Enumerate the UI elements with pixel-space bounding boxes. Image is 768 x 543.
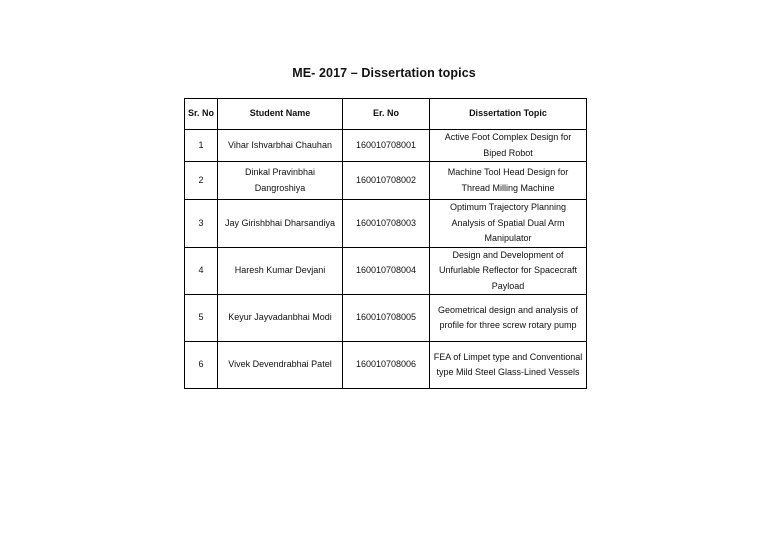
cell-sr-no: 4	[185, 247, 218, 295]
header-dissertation-topic: Dissertation Topic	[430, 99, 587, 130]
cell-sr-no: 3	[185, 200, 218, 248]
cell-dissertation-topic: Machine Tool Head Design for Thread Milling Machine	[430, 162, 587, 200]
cell-student-name: Keyur Jayvadanbhai Modi	[218, 295, 343, 342]
cell-student-name: Vihar Ishvarbhai Chauhan	[218, 130, 343, 162]
cell-dissertation-topic: Design and Development of Unfurlable Reflector for Spacecraft Payload	[430, 247, 587, 295]
cell-dissertation-topic: Geometrical design and analysis of profile for three screw rotary pump	[430, 295, 587, 342]
table-row	[185, 130, 587, 162]
cell-er-no: 160010708003	[343, 200, 430, 248]
cell-dissertation-topic: FEA of Limpet type and Conventional type Mild Steel Glass-Lined Vessels	[430, 342, 587, 389]
header-er-no: Er. No	[343, 99, 430, 130]
cell-dissertation-topic: Optimum Trajectory Planning Analysis of Spatial Dual Arm Manipulator	[430, 200, 587, 248]
cell-sr-no: 2	[185, 162, 218, 200]
cell-student-name: Haresh Kumar Devjani	[218, 247, 343, 295]
cell-sr-no: 1	[185, 130, 218, 162]
cell-er-no: 160010708001	[343, 130, 430, 162]
cell-sr-no: 5	[185, 295, 218, 342]
table-row	[185, 162, 587, 200]
cell-student-name: Vivek Devendrabhai Patel	[218, 342, 343, 389]
table-row	[185, 342, 587, 389]
cell-er-no: 160010708004	[343, 247, 430, 295]
table-row	[185, 295, 587, 342]
cell-er-no: 160010708002	[343, 162, 430, 200]
header-sr-no: Sr. No	[185, 99, 218, 130]
table-row	[185, 200, 587, 248]
cell-dissertation-topic: Active Foot Complex Design for Biped Robot	[430, 130, 587, 162]
table-header-row	[185, 99, 587, 130]
cell-sr-no: 6	[185, 342, 218, 389]
document-title: ME- 2017 – Dissertation topics	[292, 66, 476, 80]
cell-er-no: 160010708005	[343, 295, 430, 342]
cell-er-no: 160010708006	[343, 342, 430, 389]
table-row	[185, 247, 587, 295]
cell-student-name: Dinkal Pravinbhai Dangroshiya	[218, 162, 343, 200]
cell-student-name: Jay Girishbhai Dharsandiya	[218, 200, 343, 248]
header-student-name: Student Name	[218, 99, 343, 130]
dissertation-topics-table	[184, 98, 587, 389]
